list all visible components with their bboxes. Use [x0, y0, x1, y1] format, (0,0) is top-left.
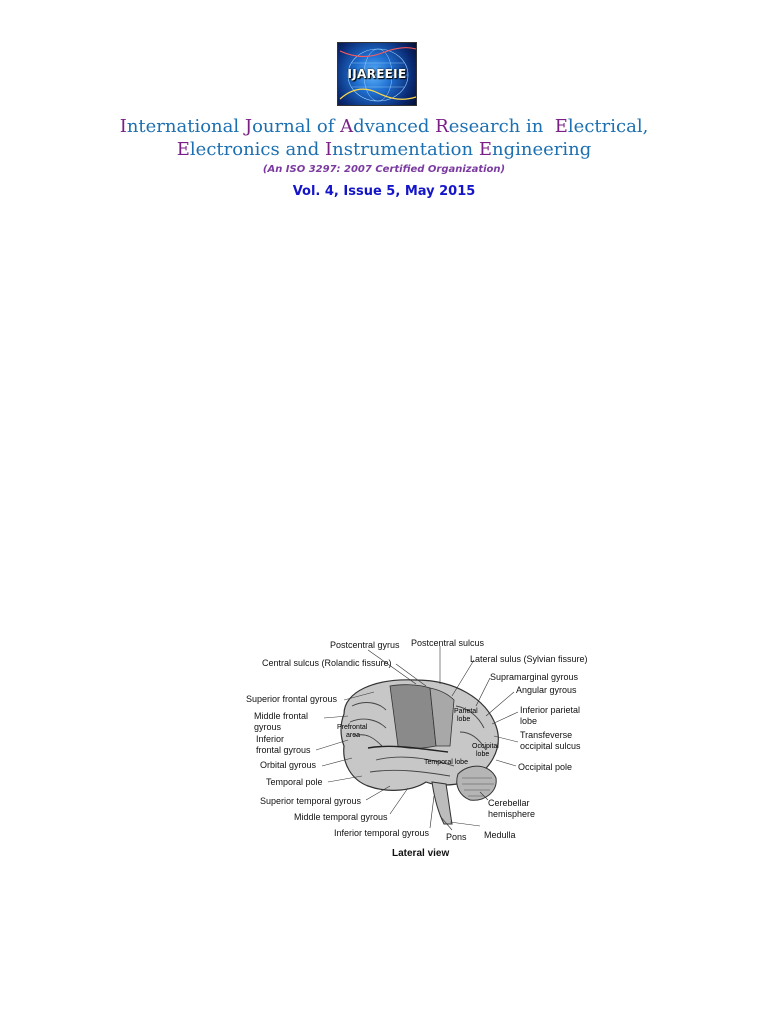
title-initial: I [325, 139, 333, 160]
label-medulla: Medulla [484, 830, 516, 840]
label-prefrontal-area: Prefrontal [337, 724, 368, 731]
label-middle-temporal-gyrous: Middle temporal gyrous [294, 812, 388, 822]
label-inferior-parietal-lobe-2: lobe [520, 716, 538, 726]
journal-logo [337, 42, 417, 106]
title-word: nternational [126, 116, 245, 137]
label-inferior-frontal-gyrous: Inferior [256, 734, 285, 744]
title-initial: A [340, 116, 354, 137]
brain-lateral-view-figure [240, 636, 620, 860]
label-cerebellar-hemisphere: Cerebellar [488, 798, 530, 808]
label-lateral-sulus: Lateral sulus (Sylvian fissure) [470, 654, 588, 664]
journal-title [0, 115, 768, 161]
label-inferior-parietal-lobe: Inferior parietal [520, 705, 581, 715]
label-parietal-lobe: Parietal [454, 708, 478, 715]
label-occipital-lobe: Occipital [472, 743, 499, 750]
title-word: ngineering [491, 139, 592, 160]
title-initial: J [244, 116, 253, 137]
title-word: esearch in [448, 116, 555, 137]
label-inferior-frontal-gyrous-2: frontal gyrous [256, 745, 311, 755]
header-link-2[interactable] [641, 84, 649, 94]
cerebellum [457, 766, 496, 800]
title-word: nstrumentation [332, 139, 479, 160]
label-postcentral-sulcus: Postcentral sulcus [411, 638, 485, 648]
title-word: dvanced [353, 116, 436, 137]
header-link-1[interactable] [641, 72, 649, 82]
title-word: ournal of [252, 116, 341, 137]
logo-text: IJAREEIE [347, 67, 407, 81]
iso-certification-note: (An ISO 3297: 2007 Certified Organization) [262, 164, 506, 175]
title-initial: E [554, 116, 568, 137]
label-prefrontal-area-2: area [346, 732, 361, 739]
label-central-sulcus: Central sulcus (Rolandic fissure) [262, 658, 392, 668]
label-angular-gyrous: Angular gyrous [516, 685, 577, 695]
label-superior-temporal-gyrous: Superior temporal gyrous [260, 796, 362, 806]
label-temporal-lobe: Temporal lobe [424, 759, 468, 766]
title-word: lectronics and [189, 139, 326, 160]
label-inferior-temporal-gyrous: Inferior temporal gyrous [334, 828, 430, 838]
journal-title-line-2 [0, 138, 768, 161]
title-word: lectrical, [567, 116, 649, 137]
precentral-region [390, 685, 436, 749]
brainstem [432, 782, 452, 824]
label-postcentral-gyrus: Postcentral gyrus [330, 640, 400, 650]
label-orbital-gyrous: Orbital gyrous [260, 760, 317, 770]
figure-caption: Lateral view [392, 848, 450, 859]
volume-issue: Vol. 4, Issue 5, May 2015 [292, 184, 476, 199]
title-initial: E [478, 139, 492, 160]
label-transfeverse-occipital-sulcus: Transfeverse [520, 730, 573, 740]
label-parietal-lobe-2: lobe [457, 716, 471, 723]
label-supramarginal-gyrous: Supramarginal gyrous [490, 672, 579, 682]
journal-title-line-1 [0, 115, 768, 138]
title-initial: E [176, 139, 190, 160]
label-cerebellar-hemisphere-2: hemisphere [488, 809, 536, 819]
label-transfeverse-occipital-sulcus-2: occipital sulcus [520, 741, 581, 751]
label-middle-frontal-gyrous: Middle frontal [254, 711, 309, 721]
brain-diagram [240, 636, 620, 860]
label-occipital-lobe-2: lobe [476, 751, 490, 758]
label-temporal-pole: Temporal pole [266, 777, 323, 787]
label-middle-frontal-gyrous-2: gyrous [254, 722, 282, 732]
label-occipital-pole: Occipital pole [518, 762, 573, 772]
title-initial: I [119, 116, 127, 137]
title-initial: R [435, 116, 449, 137]
label-superior-frontal-gyrous: Superior frontal gyrous [246, 694, 338, 704]
label-pons: Pons [446, 832, 467, 842]
